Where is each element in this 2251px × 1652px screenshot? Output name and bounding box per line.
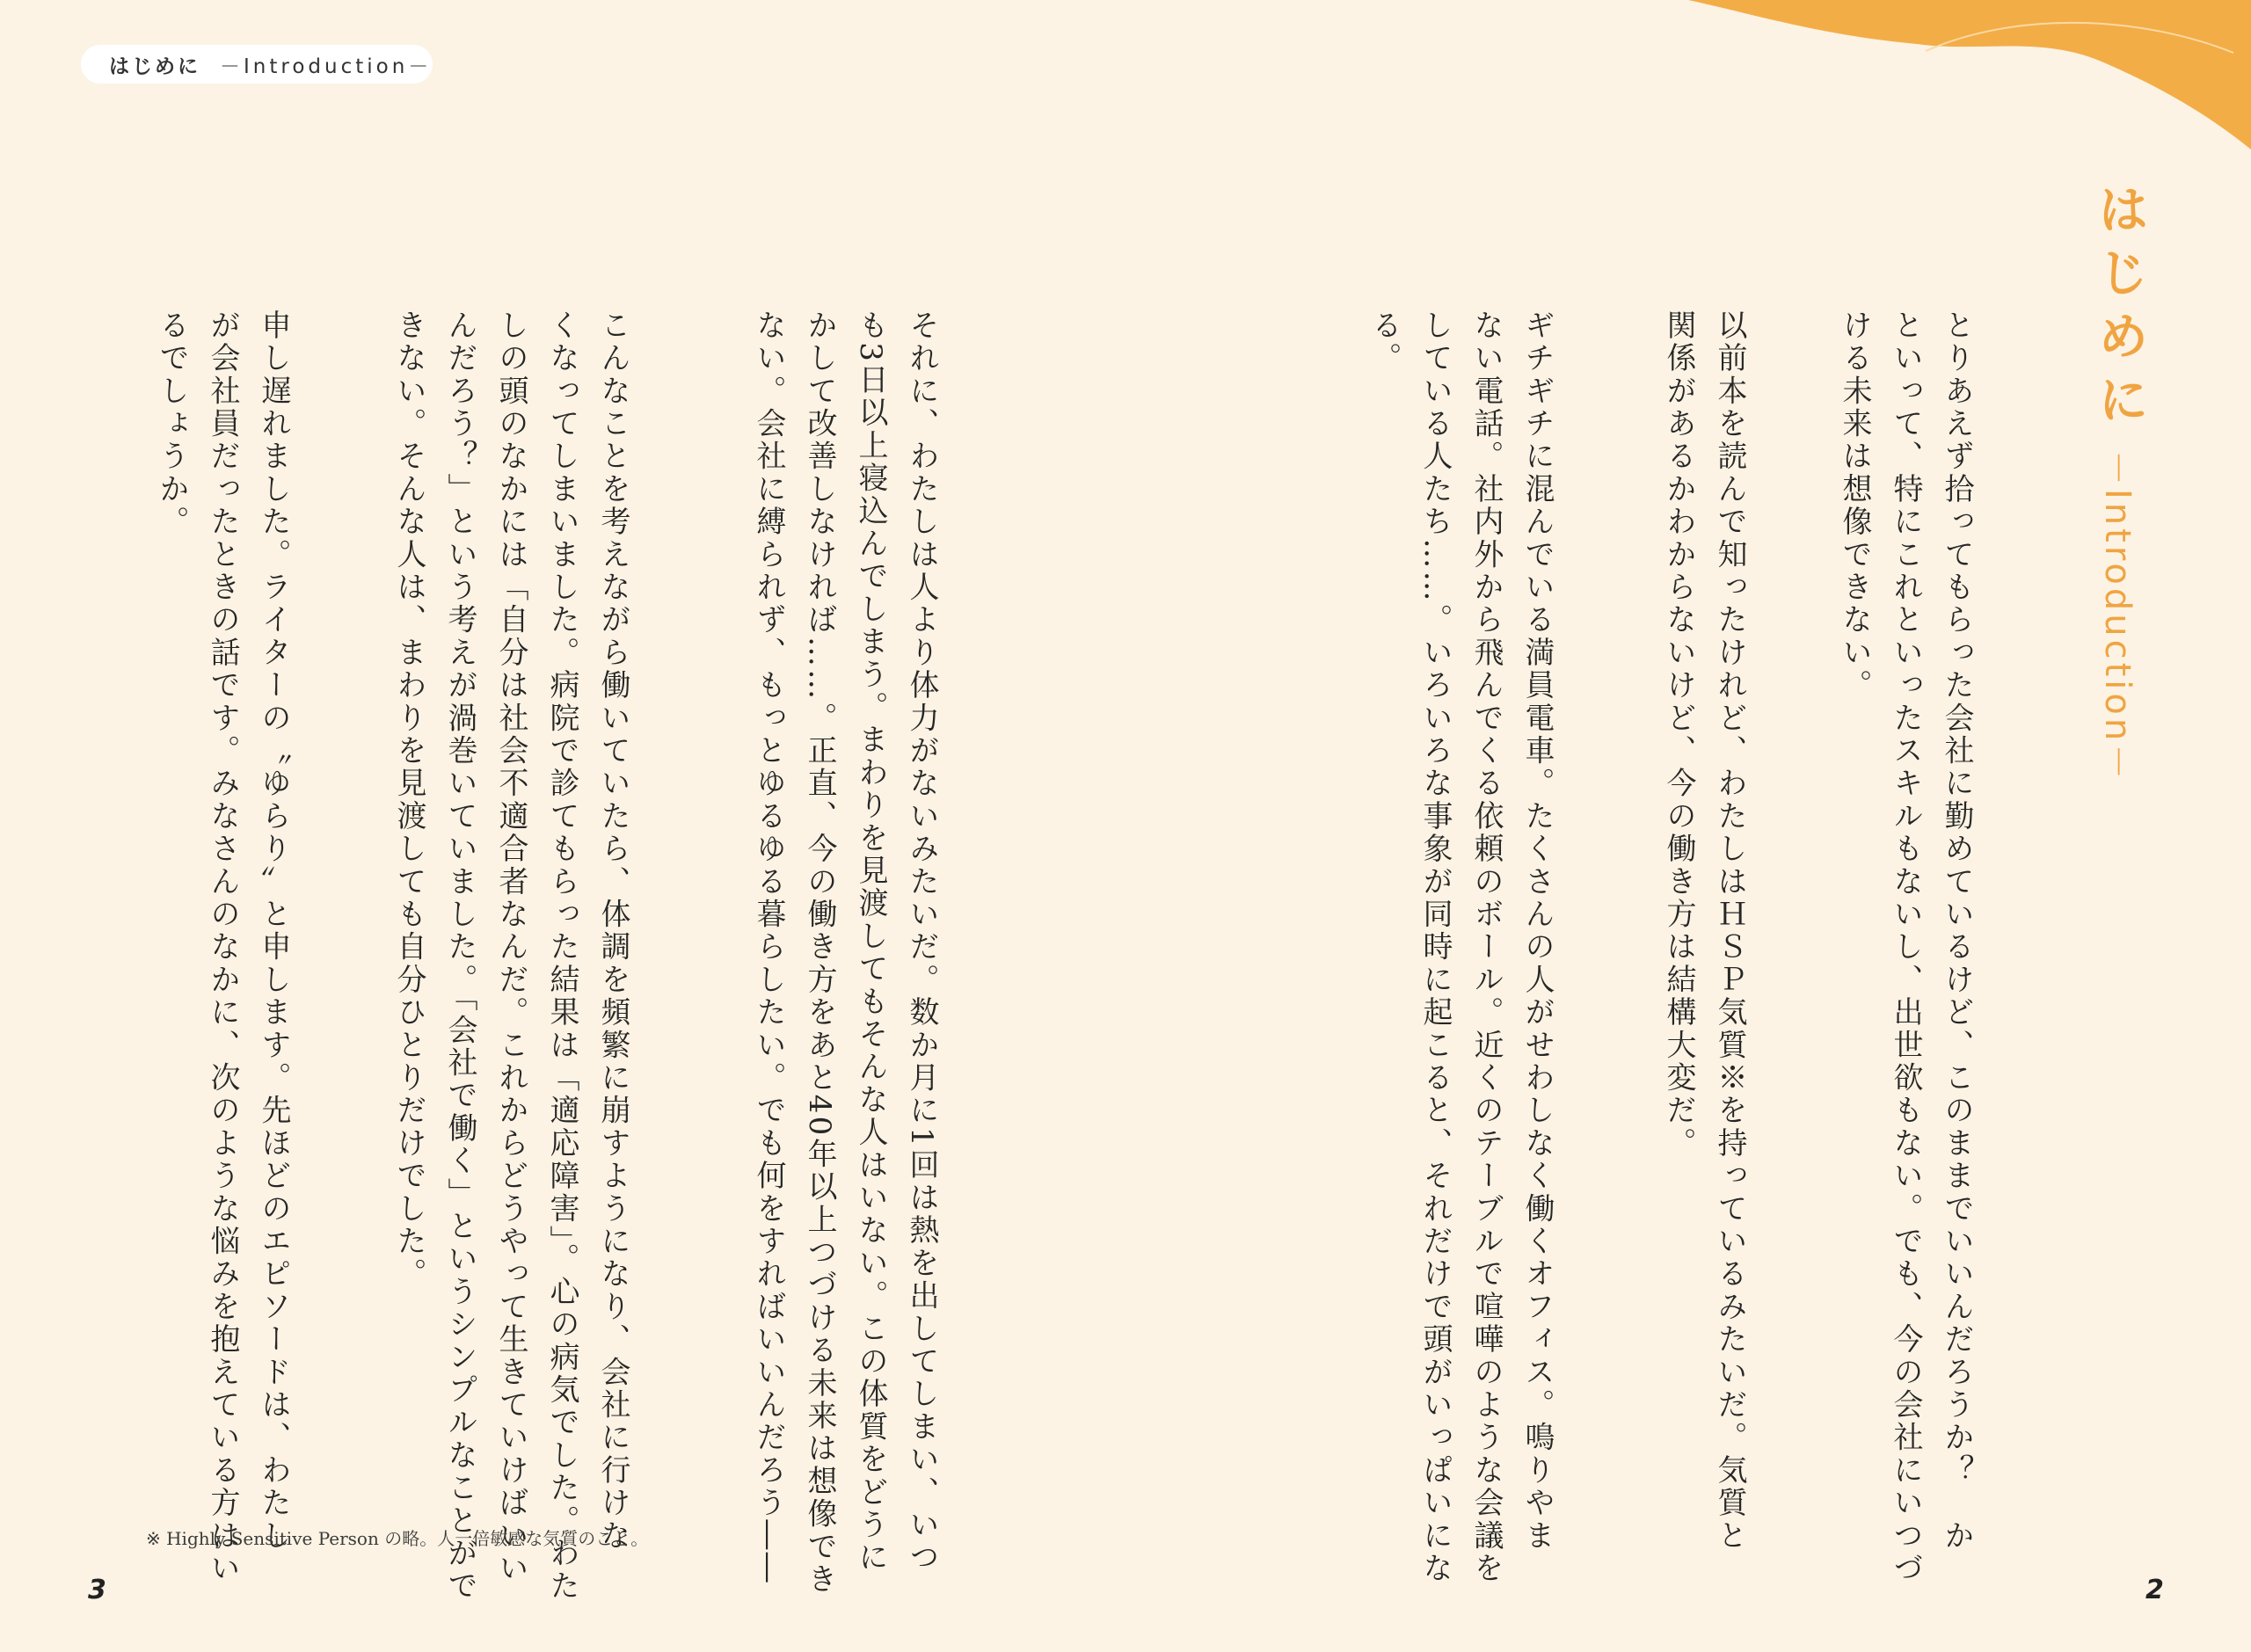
running-header [81,45,433,84]
running-header-title: はじめに [109,55,200,78]
page-number-left: 3 [88,1575,106,1605]
page-number-right: 2 [2145,1575,2164,1605]
running-header-subtitle: －Introduction－ [220,55,433,78]
footnote: ※ Highly Sensitive Person の略。人一倍敏感な気質のこと。 [146,1528,649,1549]
paragraph-3: ギチギチに混んでいる満員電車。たくさんの人がせわしなく働くオフィス。鳴りやま ない電話。社内外から飛んでくる依頼のボール。近くのテーブルで喧嘩のような会議を している人たち……。いろいろな事象が同時に起こると、それだけで頭がいっぱいにな る。 [1366,309,1555,1585]
paragraph-6: 申し遅れました。ライターの〝ゆらり〟と申します。先ほどのエピソードは、わたし が会社員だったときの話です。みなさんのなかに、次のような悩みを抱えている方はい るでしょうか。 [154,309,291,1585]
decorative-wave [1688,0,2251,202]
paragraph-5: こんなことを考えながら働いていたら、体調を頻繁に崩すようになり、会社に行けな くなってしまいました。病院で診てもらった結果は「適応障害」。心の病気でした。わた しの頭のなかには「自分は社会不適合者なんだ。これからどうやって生きていけばいい んだろう？」という考えが渦巻いていました。「会社で働く」というシンプルなことがで きない。そんな人は、まわりを見渡しても自分ひとりだけでした。 [391,309,630,1603]
paragraph-4: それに、わたしは人より体力がないみたいだ。数か月に1回は熱を出してしまい、いつ も3日以上寝込んでしまう。まわりを見渡してもそんな人はいない。この体質をどうに かして改善しなければ……。正直、今の働き方をあと40年以上つづける未来は想像でき ない。会社に縛られず、もっとゆるゆる暮らしたい。でも何をすればいいんだろう―― [751,309,939,1597]
paragraph-2: 以前本を読んで知ったけれど、わたしはＨＳＰ気質※を持っているみたいだ。気質と 関係があるかわからないけど、今の働き方は結構大変だ。 [1661,309,1747,1553]
chapter-subtitle: －Introduction－ [2097,450,2138,783]
paragraph-1: とりあえず拾ってもらった会社に勤めているけど、このままでいいんだろうか？ か といって、特にこれといったスキルもないし、出世欲もない。でも、今の会社にいつづ ける未来は想像できない。 [1837,309,1974,1585]
chapter-title: はじめに [2089,183,2149,436]
